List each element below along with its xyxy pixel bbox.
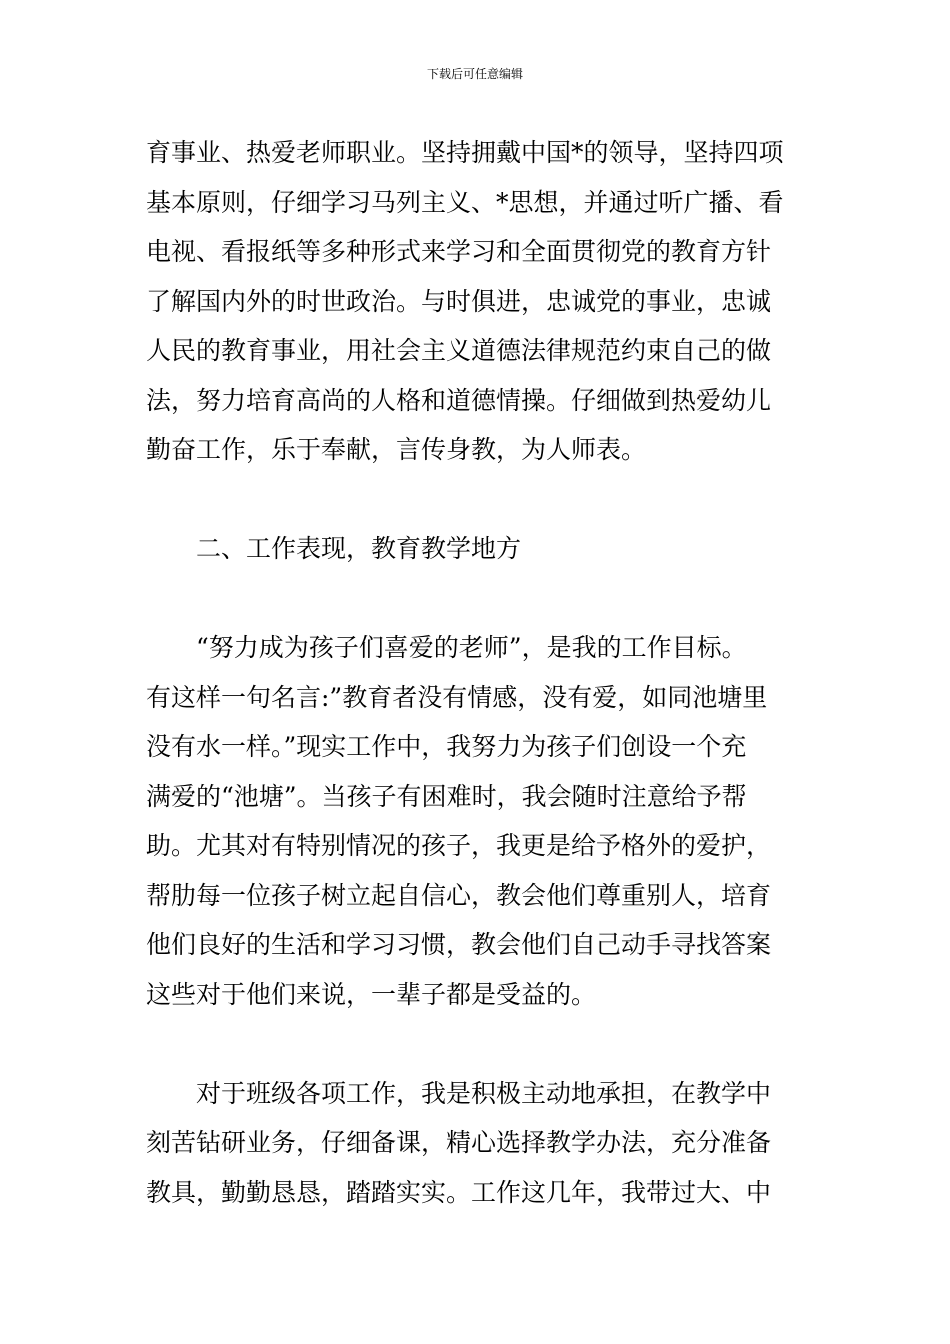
text-line: 他们良好的生活和学习习惯，教会他们自己动手寻找答案 [146,930,772,959]
section-heading [146,524,806,574]
text-line: 刻苦钻研业务，仔细备课，精心选择教学办法，充分准备 [146,1128,772,1157]
text-line: 满爱的“池塘”。当孩子有困难时，我会随时注意给予帮 [146,781,747,811]
paragraph-gap [146,475,806,525]
text-line: 勤奋工作，乐于奉献，言传身教，为人师表。 [146,435,647,464]
paragraph-work-goal [146,623,806,1019]
text-line: 没有水一样。”现实工作中，我努力为孩子们创设一个充 [146,732,747,761]
text-line: 这些对于他们来说，一辈子都是受益的。 [146,979,597,1009]
text-line: 助。尤其对有特别情况的孩子，我更是给予格外的爱护， [146,831,772,860]
document-body [146,128,806,1217]
text-line: 法，努力培育高尚的人格和道德情操。仔细做到热爱幼儿 [146,385,772,415]
text-line: 基本原则，仔细学习马列主义、*思想，并通过听广播、看 [146,187,784,217]
text-line: 了解国内外的时世政治。与时俱进，忠诚党的事业，忠诚 [146,286,772,316]
text-line: 教具，勤勤恳恳，踏踏实实。工作这几年，我带过大、中 [146,1177,772,1207]
text-line: 有这样一句名言:”教育者没有情感，没有爱，如同池塘里 [146,682,768,712]
text-line: 帮肋每一位孩子树立起自信心，教会他们尊重别人，培育 [146,880,772,910]
text-line: 电视、看报纸等多种形式来学习和全面贯彻党的教育方针 [146,237,772,266]
paragraph-gap [146,1019,806,1069]
paragraph-class-work [146,1069,806,1218]
paragraph-gap [146,574,806,624]
page-header: 下载后可任意编辑 [426,67,523,81]
text-line: 人民的教育事业，用社会主义道德法律规范约束自己的做 [146,336,772,365]
text-line: 对于班级各项工作，我是积极主动地承担，在教学中 [196,1078,772,1108]
paragraph-political [146,128,806,475]
text-line: 育事业、热爱老师职业。坚持拥戴中国*的领导，坚持四项 [146,138,784,167]
heading-line: 二、工作表现，教育教学地方 [196,534,522,563]
text-line: “努力成为孩子们喜爱的老师”，是我的工作目标。 [196,633,747,662]
